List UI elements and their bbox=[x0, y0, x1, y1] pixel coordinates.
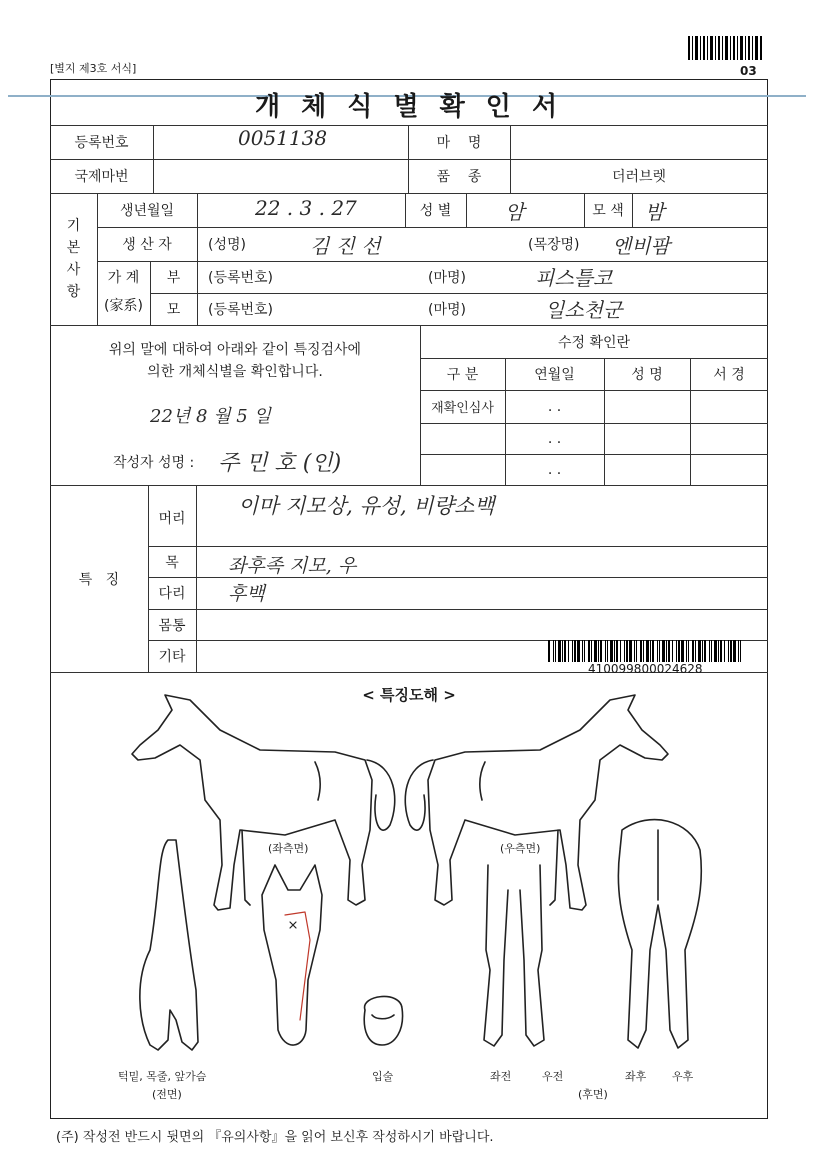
right-side-horse-icon bbox=[405, 695, 668, 910]
revision-header-sign: 서 경 bbox=[713, 367, 745, 383]
left-side-label: (좌측면) bbox=[268, 842, 309, 855]
grid-line bbox=[50, 485, 768, 486]
page-number: 03 bbox=[740, 64, 757, 78]
revision-header-name: 성 명 bbox=[631, 367, 663, 383]
confirmation-date: 22년 8 월 5 일 bbox=[150, 406, 271, 427]
grid-line bbox=[197, 193, 198, 325]
dam-name-value: 일소천군 bbox=[545, 298, 623, 322]
sire-reg-label: (등록번호) bbox=[208, 270, 274, 286]
page-title: 개 체 식 별 확 인 서 bbox=[254, 92, 564, 122]
farm-label: (목장명) bbox=[528, 237, 580, 253]
lineage-label: 가 계 bbox=[107, 270, 140, 286]
feature-value-head: 이마 지모상, 유성, 비량소백 bbox=[238, 494, 495, 518]
revision-title: 수정 확인란 bbox=[557, 334, 631, 351]
front-legs-icon bbox=[484, 865, 544, 1046]
producer-label: 생 산 자 bbox=[122, 237, 172, 253]
rear-view-icon bbox=[618, 820, 701, 1048]
feature-value-body bbox=[196, 609, 526, 640]
sire-name-value: 피스틀코 bbox=[535, 266, 613, 290]
grid-line bbox=[466, 193, 467, 227]
producer-name-value: 김 진 선 bbox=[310, 234, 381, 258]
author-value: 주 민 호 (인) bbox=[218, 451, 342, 476]
front-chest-icon bbox=[140, 840, 198, 1050]
statement-line-2: 의한 개체식별을 확인합니다. bbox=[147, 364, 323, 380]
revision-row-date[interactable]: . . bbox=[547, 461, 562, 478]
birth-label: 생년월일 bbox=[119, 203, 175, 219]
intl-name-label: 국제마번 bbox=[74, 169, 129, 185]
left-side-horse-icon bbox=[132, 695, 395, 910]
top-barcode bbox=[688, 36, 762, 60]
coat-value: 밤 bbox=[645, 200, 665, 224]
feature-value-legs: 좌후족 지모, 우후백 bbox=[228, 555, 357, 605]
left-hind-label: 좌후 bbox=[625, 1070, 647, 1083]
reg-no-label: 등록번호 bbox=[74, 135, 129, 151]
horse-name-value[interactable] bbox=[510, 125, 768, 159]
horse-diagram bbox=[110, 690, 710, 1110]
rear-view-label: (후면) bbox=[578, 1088, 608, 1101]
id-barcode bbox=[548, 640, 743, 662]
revision-row-date[interactable]: . . bbox=[547, 398, 562, 415]
muzzle-icon bbox=[364, 996, 402, 1045]
revision-header-type: 구 분 bbox=[446, 367, 479, 383]
feature-value-other bbox=[196, 640, 526, 672]
author-label: 작성자 성명 : bbox=[113, 455, 195, 471]
revision-header-date: 연월일 bbox=[534, 367, 575, 383]
revision-row-type bbox=[420, 454, 505, 485]
dam-label: 모 bbox=[166, 302, 181, 318]
feature-label-legs: 다리 bbox=[158, 586, 186, 602]
muzzle-label: 입술 bbox=[372, 1070, 394, 1083]
reg-no-value: 0051138 bbox=[238, 126, 328, 150]
dam-name-label: (마명) bbox=[428, 302, 466, 318]
right-side-label: (우측면) bbox=[500, 842, 541, 855]
sire-name-label: (마명) bbox=[428, 270, 466, 286]
grid-line bbox=[632, 193, 633, 227]
breed-label: 품 종 bbox=[436, 169, 482, 185]
farm-value: 엔비팜 bbox=[612, 234, 670, 258]
intl-name-value[interactable] bbox=[153, 159, 408, 193]
front-parts-label: 턱밑, 목줄, 앞가슴 bbox=[118, 1070, 207, 1083]
basic-section-label: 기본사항 bbox=[66, 218, 81, 300]
feature-label-head: 머리 bbox=[158, 511, 186, 527]
birth-value: 22 . 3 . 27 bbox=[255, 196, 357, 220]
feature-label-neck: 목 bbox=[165, 554, 179, 571]
footnote: (주) 작성전 반드시 뒷면의 『유의사항』을 읽어 보신후 작성하시기 바랍니다. bbox=[56, 1130, 494, 1145]
front-view-label: (전면) bbox=[152, 1088, 182, 1101]
barcode-number: 410099800024628 bbox=[588, 662, 703, 676]
head-front-icon bbox=[262, 865, 322, 1045]
sex-value: 암 bbox=[505, 200, 525, 224]
diagram-title: < 특징도해 > bbox=[362, 686, 456, 704]
feature-label-other: 기타 bbox=[158, 649, 186, 665]
lineage-hanja: (家系) bbox=[104, 298, 143, 314]
dam-reg-label: (등록번호) bbox=[208, 302, 274, 318]
revision-row-type: 재확인심사 bbox=[431, 401, 494, 416]
right-hind-label: 우후 bbox=[672, 1070, 694, 1083]
horse-name-label: 마 명 bbox=[436, 135, 482, 151]
sire-label: 부 bbox=[166, 270, 181, 286]
sex-label: 성 별 bbox=[419, 203, 452, 219]
features-section-label: 특 징 bbox=[78, 571, 120, 588]
feature-label-body: 몸통 bbox=[158, 617, 186, 634]
revision-row-type bbox=[420, 423, 505, 454]
producer-name-label: (성명) bbox=[208, 237, 246, 253]
left-fore-label: 좌전 bbox=[490, 1070, 512, 1083]
breed-value: 더러브렛 bbox=[611, 169, 667, 185]
revision-row-date[interactable]: . . bbox=[547, 430, 562, 447]
statement-line-1: 위의 말에 대하여 아래와 같이 특징검사에 bbox=[108, 342, 362, 358]
coat-label: 모 색 bbox=[592, 203, 624, 219]
right-fore-label: 우전 bbox=[542, 1070, 564, 1083]
form-reference: [별지 제3호 서식] bbox=[50, 62, 137, 75]
